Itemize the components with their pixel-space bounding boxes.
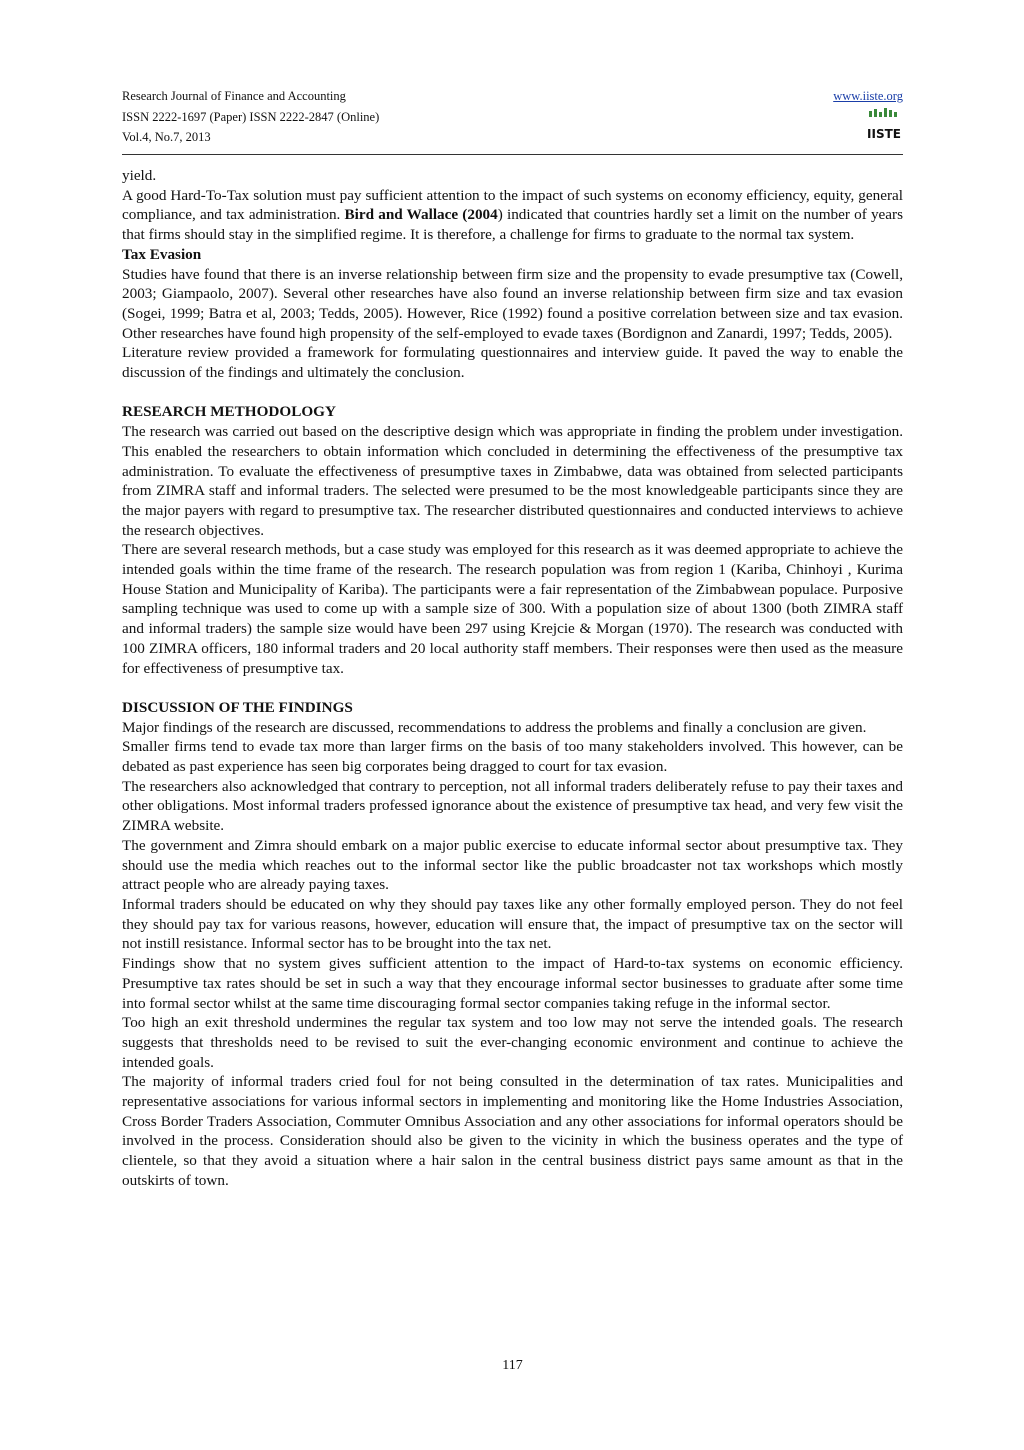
paragraph-tax-evasion: Studies have found that there is an inverse relationship between firm size and the propensity to evade presumptive tax (Cowell, 2003; Giampaolo, 2007). Several other researches have also found an inverse relationship between firm size and tax evasion (Sogei, 1999; Batra et al, 2003; Tedds, 2005). However, Rice (1992) found a positive correlation between size and tax evasion. Other researches have found high propensity of the self-employed to evade taxes (Bordignon and Zanardi, 1997; Tedds, 2005). bbox=[122, 265, 903, 342]
page-header bbox=[122, 86, 903, 154]
spacer bbox=[122, 383, 903, 403]
journal-issn: ISSN 2222-1697 (Paper) ISSN 2222-2847 (Online) bbox=[122, 109, 380, 124]
journal-page bbox=[122, 0, 903, 1450]
paragraph-discussion-5: Informal traders should be educated on why they should pay taxes like any other formally employed person. They do not feel they should pay tax for various reasons, however, education will ensure that, the impact of presumptive tax on the sector will not instill resistance. Informal sector has to be brought into the tax net. bbox=[122, 895, 903, 953]
paragraph-discussion-2: Smaller firms tend to evade tax more than larger firms on the basis of too many stakeholders involved. This however, can be debated as past experience has seen big corporates being dragged to court for tax evasion. bbox=[122, 738, 903, 776]
paragraph-yield: yield. bbox=[122, 167, 157, 184]
journal-name: Research Journal of Finance and Accounting bbox=[122, 89, 346, 103]
paragraph-methodology-1: The research was carried out based on the descriptive design which was appropriate in finding the problem under investigation. This enabled the researchers to obtain information which concluded in determining the effectiveness of the presumptive tax administration. To evaluate the effectiveness of presumptive taxes in Zimbabwe, data was obtained from selected participants from ZIMRA staff and informal traders. The selected were presumed to be the most knowledgeable participants since they are the major payers with regard to presumptive tax. The researcher distributed questionnaires and conducted interviews to achieve the research objectives. bbox=[122, 423, 903, 539]
logo-text: IISTE bbox=[867, 127, 901, 141]
article-body bbox=[122, 166, 903, 1191]
paragraph-discussion-4: The government and Zimra should embark on a major public exercise to educate informal sector about presumptive tax. They should use the media which reaches out to the informal sector like the public broadcaster not tax workshops which mostly attract people who are already paying taxes. bbox=[122, 836, 903, 894]
iiste-logo-icon bbox=[867, 108, 901, 142]
paragraph-discussion-6: Findings show that no system gives sufficient attention to the impact of Hard-to-tax systems on economic efficiency. Presumptive tax rates should be set in such a way that they encourage informal sector businesses to graduate after some time into formal sector whilst at the same time discouraging formal sector companies taking refuge in the informal sector. bbox=[122, 955, 903, 1012]
spacer bbox=[122, 678, 903, 698]
paragraph-discussion-8: The majority of informal traders cried foul for not being consulted in the determination of tax rates. Municipalities and representative associations for various informal sectors in implementing and monitoring like the Home Industries Association, Cross Border Traders Association, Commuter Omnibus Association and any other associations for informal operators should be involved in the process. Consideration should also be given to the vicinity in which the business operates and the type of clientele, so that they avoid a situation where a hair salon in the central business district pays same amount as that in the outskirts of town. bbox=[122, 1073, 903, 1189]
paragraph-literature-review: Literature review provided a framework for formulating questionnaires and interview guide. It paved the way to enable the discussion of the findings and ultimately the conclusion. bbox=[122, 344, 903, 382]
journal-volume: Vol.4, No.7, 2013 bbox=[122, 130, 211, 144]
paragraph-methodology-2: There are several research methods, but a case study was employed for this research as it was deemed appropriate to achieve the intended goals within the time frame of the research. The research population was from region 1 (Kariba, Chinhoyi , Kurima House Station and Municipality of Kariba). The participants were a fair representation of the Zimbabwean populace. Purposive sampling technique was used to come up with a sample size of 300. With a population size of about 1300 (both ZIMRA staff and informal traders) the sample size would have been 297 using Krejcie & Morgan (1970). The research was conducted with 100 ZIMRA officers, 180 informal traders and 20 local authority staff members. Their responses were then used as the measure for effectiveness of presumptive tax. bbox=[122, 541, 903, 677]
journal-website-link[interactable]: www.iiste.org bbox=[833, 89, 903, 103]
citation-bird-wallace: Bird and Wallace (2004 bbox=[344, 206, 498, 224]
text-fragment: ) indicated that countries hardly set a limit on the number of years that firms should stay in the simplified regime. It is therefore, a challenge for firms to graduate to the normal tax system. bbox=[122, 206, 904, 244]
header-divider bbox=[122, 154, 903, 155]
heading-research-methodology: RESEARCH METHODOLOGY bbox=[122, 403, 336, 421]
paragraph-discussion-1: Major findings of the research are discussed, recommendations to address the problems and finally a conclusion are given. bbox=[122, 718, 867, 736]
page-number: 117 bbox=[502, 1358, 523, 1373]
heading-tax-evasion: Tax Evasion bbox=[122, 245, 202, 263]
text-fragment: A good Hard-To-Tax solution must pay sufficient attention to the impact of such systems on economy efficiency, equity, general compliance, and tax administration. bbox=[122, 186, 903, 224]
paragraph-hard-to-tax bbox=[122, 186, 903, 245]
paragraph-discussion-7: Too high an exit threshold undermines the regular tax system and too low may not serve the intended goals. The research suggests that thresholds need to be revised to suit the ever-changing economic environment and continue to achieve the intended goals. bbox=[122, 1014, 903, 1071]
heading-discussion: DISCUSSION OF THE FINDINGS bbox=[122, 698, 353, 716]
paragraph-discussion-3: The researchers also acknowledged that contrary to perception, not all informal traders deliberately refuse to pay their taxes and other obligations. Most informal traders professed ignorance about the existence of presumptive tax head, and very few visit the ZIMRA website. bbox=[122, 777, 903, 835]
